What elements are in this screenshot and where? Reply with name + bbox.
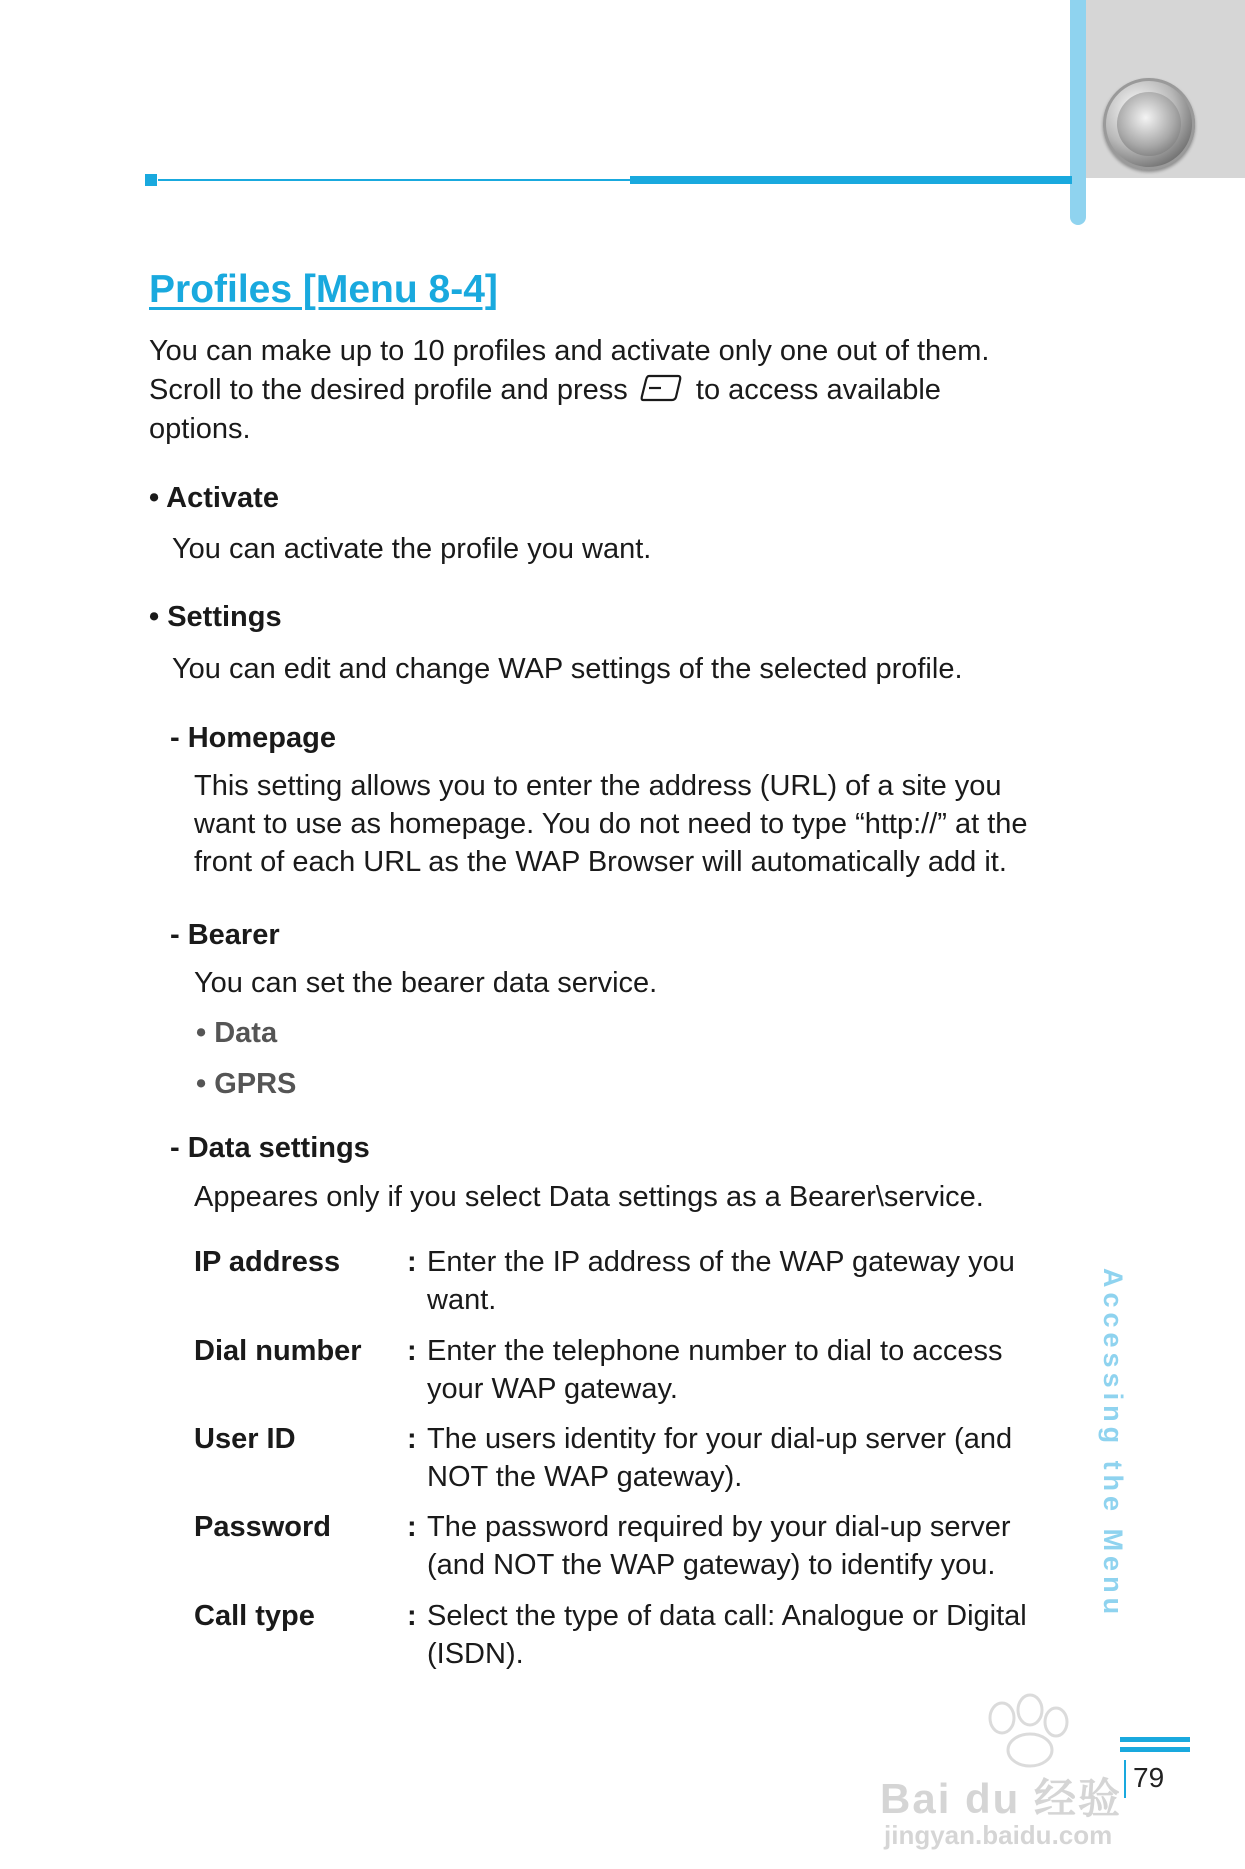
settings-heading: • Settings xyxy=(149,601,282,633)
desc-password-1: The password required by your dial-up server xyxy=(427,1511,1011,1543)
intro-line-2-before: Scroll to the desired profile and press xyxy=(149,374,628,406)
bearer-option-gprs: • GPRS xyxy=(196,1068,297,1100)
colon-call-type: : xyxy=(407,1600,417,1632)
term-dial-number: Dial number xyxy=(194,1335,362,1367)
colon-user-id: : xyxy=(407,1423,417,1455)
homepage-line-1: This setting allows you to enter the address (URL) of a site you xyxy=(194,770,1002,802)
activate-text: You can activate the profile you want. xyxy=(172,533,652,565)
term-user-id: User ID xyxy=(194,1423,296,1455)
header-rule-thin xyxy=(158,179,633,181)
left-soft-key-icon xyxy=(640,373,684,403)
page-number-bar-top xyxy=(1120,1737,1190,1742)
data-settings-text: Appeares only if you select Data settings as a Bearer\service. xyxy=(194,1181,984,1213)
desc-user-id-1: The users identity for your dial-up server (and xyxy=(427,1423,1013,1455)
desc-dial-number-1: Enter the telephone number to dial to access xyxy=(427,1335,1003,1367)
page-number: 79 xyxy=(1133,1762,1165,1793)
page-number-bar-bottom xyxy=(1120,1747,1190,1752)
homepage-line-2: want to use as homepage. You do not need to type “http://” at the xyxy=(194,808,1028,840)
colon-dial-number: : xyxy=(407,1335,417,1367)
page-number-divider xyxy=(1124,1760,1126,1798)
homepage-heading: - Homepage xyxy=(170,722,336,754)
bearer-heading: - Bearer xyxy=(170,919,280,951)
term-password: Password xyxy=(194,1511,331,1543)
bearer-option-data: • Data xyxy=(196,1017,278,1049)
sidebar-section-label: Accessing the Menu xyxy=(1098,1268,1128,1620)
header-rule-thick xyxy=(630,176,1072,184)
header-square-marker xyxy=(145,174,157,186)
term-ip-address: IP address xyxy=(194,1246,341,1278)
desc-dial-number-2: your WAP gateway. xyxy=(427,1373,678,1405)
bearer-text: You can set the bearer data service. xyxy=(194,967,658,999)
homepage-line-3: front of each URL as the WAP Browser will automatically add it. xyxy=(194,846,1007,878)
term-call-type: Call type xyxy=(194,1600,315,1632)
intro-line-2 xyxy=(149,371,941,410)
intro-line-1: You can make up to 10 profiles and activate only one out of them. xyxy=(149,335,990,367)
intro-line-2-after: to access available xyxy=(695,374,941,406)
colon-password: : xyxy=(407,1511,417,1543)
watermark-brand: Bai du 经验 xyxy=(880,1775,1123,1822)
header-vertical-bar xyxy=(1070,0,1086,225)
data-settings-heading: - Data settings xyxy=(170,1132,370,1164)
desc-ip-address-1: Enter the IP address of the WAP gateway you xyxy=(427,1246,1015,1278)
globe-logo-icon xyxy=(1103,78,1195,170)
baidu-watermark xyxy=(880,1680,1170,1860)
settings-text: You can edit and change WAP settings of the selected profile. xyxy=(172,653,963,685)
watermark-url: jingyan.baidu.com xyxy=(884,1820,1113,1850)
intro-line-3: options. xyxy=(149,413,251,445)
activate-heading: • Activate xyxy=(149,482,279,514)
desc-user-id-2: NOT the WAP gateway). xyxy=(427,1461,743,1493)
colon-ip-address: : xyxy=(407,1246,417,1278)
desc-password-2: (and NOT the WAP gateway) to identify you. xyxy=(427,1549,996,1581)
desc-ip-address-2: want. xyxy=(427,1284,497,1316)
page-title: Profiles [Menu 8-4] xyxy=(149,268,498,311)
desc-call-type-2: (ISDN). xyxy=(427,1638,524,1670)
desc-call-type-1: Select the type of data call: Analogue or Digital xyxy=(427,1600,1027,1632)
